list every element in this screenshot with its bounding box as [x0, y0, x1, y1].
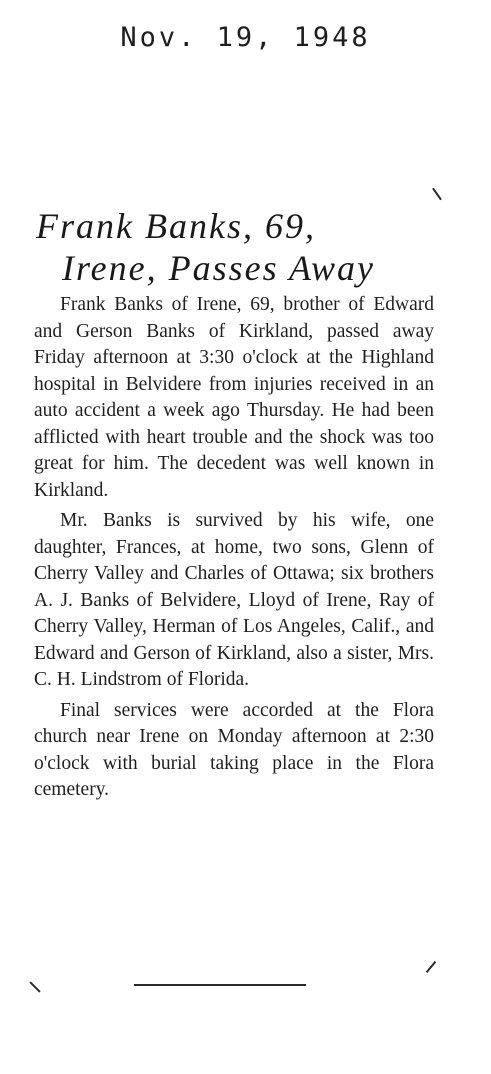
headline-line-1: Frank Banks, 69,: [36, 206, 316, 246]
clipping-date: Nov. 19, 1948: [120, 22, 371, 53]
crop-mark-top-right: [432, 188, 442, 201]
article-body: [34, 292, 434, 808]
headline-line-2: Irene, Passes Away: [62, 248, 375, 288]
crop-mark-bottom-right: [426, 961, 437, 973]
end-rule: [134, 984, 306, 986]
crop-mark-bottom-left: [29, 981, 40, 992]
paragraph-services: Final services were accorded at the Flora church near Irene on Monday afternoon at 2:30 o'clock with burial taking place in the Flora cemetery.: [34, 699, 434, 800]
paragraph-death-notice: Frank Banks of Irene, 69, brother of Edward and Gerson Banks of Kirkland, passed away Friday afternoon at 3:30 o'clock at the Highland hospital in Belvidere from injuries received in an auto accident a week ago Thursday. He had been afflicted with heart trouble and the shock was too great for him. The decedent was well known in Kirkland.: [34, 294, 434, 501]
paragraph-survivors: Mr. Banks is survived by his wife, one daughter, Frances, at home, two sons, Glenn of Cherry Valley and Charles of Ottawa; six brothers A. J. Banks of Belvidere, Lloyd of Irene, Ray of Cherry Valley, Herman of Los Angeles, Calif., and Edward and Gerson of Kirkland, also a sister, Mrs. C. H. Lindstrom of Florida.: [34, 510, 434, 690]
